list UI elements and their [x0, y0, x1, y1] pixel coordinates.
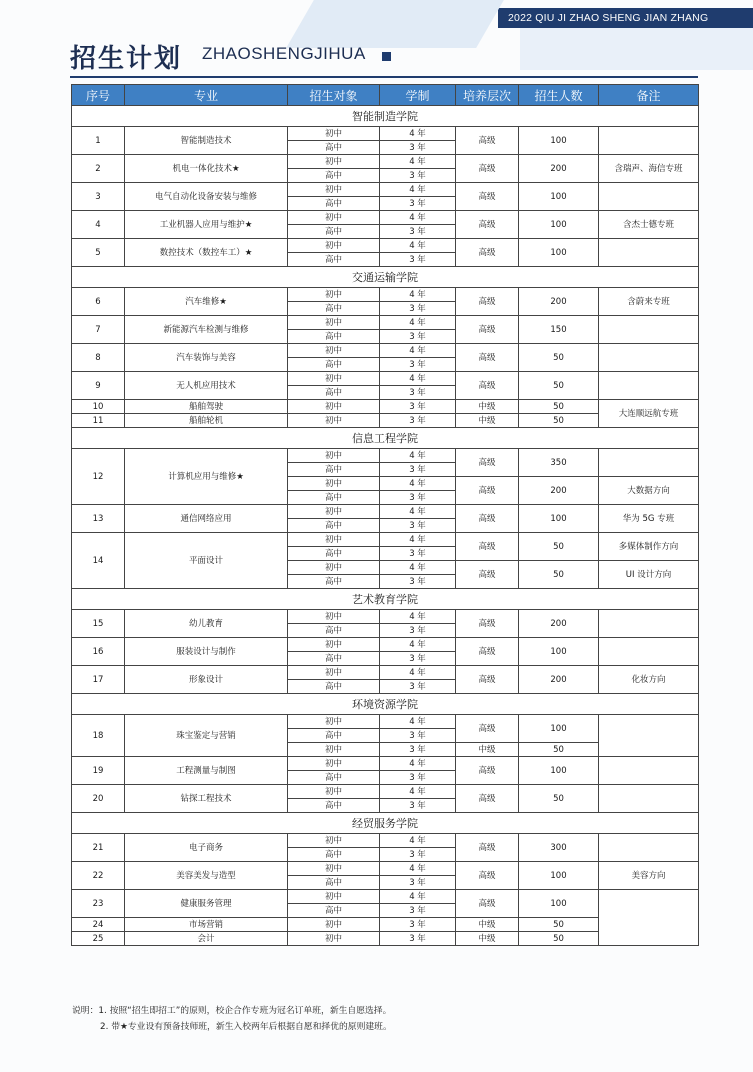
count-cell: 50 — [519, 533, 599, 561]
count-cell: 100 — [519, 890, 599, 918]
target-cell: 高中 — [288, 652, 380, 666]
table-row — [72, 239, 699, 253]
years-cell: 3 年 — [380, 400, 456, 414]
major-name: 会计 — [125, 932, 288, 946]
target-cell: 高中 — [288, 253, 380, 267]
years-cell: 3 年 — [380, 799, 456, 813]
level-cell: 高级 — [456, 561, 519, 589]
major-name: 船舶轮机 — [125, 414, 288, 428]
major-name: 工程测量与制图 — [125, 757, 288, 785]
target-cell: 初中 — [288, 638, 380, 652]
table-row — [72, 449, 699, 463]
table-row — [72, 400, 699, 414]
major-no: 7 — [72, 316, 125, 344]
years-cell: 3 年 — [380, 491, 456, 505]
years-cell: 3 年 — [380, 680, 456, 694]
col-header-years: 学制 — [380, 85, 456, 106]
header-text: 2022 QIU JI ZHAO SHENG JIAN ZHANG — [508, 12, 709, 24]
level-cell: 高级 — [456, 372, 519, 400]
target-cell: 初中 — [288, 288, 380, 302]
years-cell: 3 年 — [380, 225, 456, 239]
target-cell: 初中 — [288, 400, 380, 414]
level-cell: 高级 — [456, 533, 519, 561]
major-name: 机电一体化技术★ — [125, 155, 288, 183]
count-cell: 50 — [519, 918, 599, 932]
count-cell: 100 — [519, 183, 599, 211]
count-cell: 50 — [519, 785, 599, 813]
note-cell: 含蔚来专班 — [599, 288, 699, 316]
count-cell: 100 — [519, 715, 599, 743]
years-cell: 4 年 — [380, 666, 456, 680]
major-name: 幼儿教育 — [125, 610, 288, 638]
target-cell: 高中 — [288, 519, 380, 533]
target-cell: 高中 — [288, 330, 380, 344]
level-cell: 高级 — [456, 288, 519, 316]
level-cell: 中级 — [456, 400, 519, 414]
target-cell: 初中 — [288, 127, 380, 141]
level-cell: 高级 — [456, 785, 519, 813]
years-cell: 4 年 — [380, 834, 456, 848]
major-name: 新能源汽车检测与维修 — [125, 316, 288, 344]
target-cell: 初中 — [288, 183, 380, 197]
target-cell: 高中 — [288, 141, 380, 155]
level-cell: 高级 — [456, 155, 519, 183]
years-cell: 3 年 — [380, 302, 456, 316]
major-name: 智能制造技术 — [125, 127, 288, 155]
major-name: 汽车装饰与美容 — [125, 344, 288, 372]
years-cell: 3 年 — [380, 141, 456, 155]
section-title: 环境资源学院 — [72, 694, 699, 715]
major-no: 12 — [72, 449, 125, 505]
target-cell: 初中 — [288, 505, 380, 519]
level-cell: 高级 — [456, 890, 519, 918]
major-no: 3 — [72, 183, 125, 211]
years-cell: 4 年 — [380, 288, 456, 302]
major-name: 计算机应用与维修★ — [125, 449, 288, 505]
level-cell: 高级 — [456, 344, 519, 372]
count-cell: 100 — [519, 638, 599, 666]
header-bar — [498, 8, 753, 28]
target-cell: 高中 — [288, 771, 380, 785]
target-cell: 初中 — [288, 932, 380, 946]
note-cell: 美容方向 — [599, 862, 699, 890]
table-body — [72, 106, 699, 946]
note-cell — [599, 757, 699, 785]
note-cell: 大连顺远航专班 — [599, 400, 699, 428]
col-header-level: 培养层次 — [456, 85, 519, 106]
years-cell: 4 年 — [380, 757, 456, 771]
note-cell — [599, 239, 699, 267]
col-header-note: 备注 — [599, 85, 699, 106]
years-cell: 4 年 — [380, 239, 456, 253]
target-cell: 高中 — [288, 358, 380, 372]
years-cell: 4 年 — [380, 155, 456, 169]
years-cell: 4 年 — [380, 715, 456, 729]
note-cell — [599, 449, 699, 477]
years-cell: 4 年 — [380, 638, 456, 652]
years-cell: 4 年 — [380, 862, 456, 876]
major-name: 电子商务 — [125, 834, 288, 862]
note-line-1: 说明：1. 按照“招生即招工”的原则，校企合作专班为冠名订单班，新生自愿选择。 — [72, 1006, 392, 1016]
table-row — [72, 715, 699, 729]
level-cell: 高级 — [456, 610, 519, 638]
years-cell: 4 年 — [380, 372, 456, 386]
target-cell: 高中 — [288, 386, 380, 400]
major-name: 通信网络应用 — [125, 505, 288, 533]
note-cell: 多媒体制作方向 — [599, 533, 699, 561]
count-cell: 100 — [519, 211, 599, 239]
target-cell: 高中 — [288, 169, 380, 183]
count-cell: 100 — [519, 862, 599, 890]
level-cell: 高级 — [456, 449, 519, 477]
level-cell: 高级 — [456, 666, 519, 694]
major-no: 17 — [72, 666, 125, 694]
target-cell: 高中 — [288, 463, 380, 477]
level-cell: 高级 — [456, 183, 519, 211]
count-cell: 50 — [519, 400, 599, 414]
note-cell — [599, 372, 699, 400]
table-header-row — [72, 85, 699, 106]
section-row — [72, 267, 699, 288]
table-row — [72, 155, 699, 169]
major-name: 珠宝鉴定与营销 — [125, 715, 288, 757]
decor-shape — [286, 0, 504, 48]
target-cell: 初中 — [288, 757, 380, 771]
table-row — [72, 288, 699, 302]
page-title: 招生计划 — [70, 44, 183, 74]
major-name: 船舶驾驶 — [125, 400, 288, 414]
years-cell: 4 年 — [380, 561, 456, 575]
target-cell: 高中 — [288, 225, 380, 239]
major-name: 工业机器人应用与维护★ — [125, 211, 288, 239]
title-underline — [70, 76, 698, 78]
target-cell: 初中 — [288, 239, 380, 253]
target-cell: 初中 — [288, 890, 380, 904]
major-no: 14 — [72, 533, 125, 589]
target-cell: 初中 — [288, 414, 380, 428]
major-name: 钻探工程技术 — [125, 785, 288, 813]
table-row — [72, 757, 699, 771]
years-cell: 4 年 — [380, 211, 456, 225]
count-cell: 100 — [519, 239, 599, 267]
years-cell: 3 年 — [380, 729, 456, 743]
section-title: 智能制造学院 — [72, 106, 699, 127]
major-name: 美容美发与造型 — [125, 862, 288, 890]
table-row — [72, 785, 699, 799]
count-cell: 50 — [519, 414, 599, 428]
count-cell: 150 — [519, 316, 599, 344]
major-no: 2 — [72, 155, 125, 183]
major-no: 4 — [72, 211, 125, 239]
table-row — [72, 666, 699, 680]
major-no: 8 — [72, 344, 125, 372]
major-name: 无人机应用技术 — [125, 372, 288, 400]
years-cell: 3 年 — [380, 575, 456, 589]
major-name: 汽车维修★ — [125, 288, 288, 316]
table-row — [72, 610, 699, 624]
target-cell: 高中 — [288, 575, 380, 589]
major-name: 电气自动化设备安装与维修 — [125, 183, 288, 211]
level-cell: 中级 — [456, 932, 519, 946]
major-no: 20 — [72, 785, 125, 813]
major-no: 1 — [72, 127, 125, 155]
level-cell: 高级 — [456, 127, 519, 155]
section-title: 信息工程学院 — [72, 428, 699, 449]
years-cell: 3 年 — [380, 904, 456, 918]
years-cell: 3 年 — [380, 918, 456, 932]
years-cell: 4 年 — [380, 449, 456, 463]
note-cell — [599, 715, 699, 757]
years-cell: 3 年 — [380, 624, 456, 638]
section-title: 经贸服务学院 — [72, 813, 699, 834]
target-cell: 初中 — [288, 477, 380, 491]
note-cell: UI 设计方向 — [599, 561, 699, 589]
years-cell: 4 年 — [380, 127, 456, 141]
target-cell: 初中 — [288, 610, 380, 624]
count-cell: 50 — [519, 932, 599, 946]
note-cell — [599, 183, 699, 211]
section-row — [72, 694, 699, 715]
target-cell: 初中 — [288, 449, 380, 463]
level-cell: 中级 — [456, 918, 519, 932]
note-cell: 含瑞声、海信专班 — [599, 155, 699, 183]
note-cell — [599, 785, 699, 813]
level-cell: 高级 — [456, 715, 519, 743]
major-no: 25 — [72, 932, 125, 946]
years-cell: 4 年 — [380, 890, 456, 904]
count-cell: 200 — [519, 610, 599, 638]
note-cell: 化妆方向 — [599, 666, 699, 694]
col-header-count: 招生人数 — [519, 85, 599, 106]
note-cell — [599, 638, 699, 666]
level-cell: 高级 — [456, 757, 519, 785]
table-row — [72, 127, 699, 141]
level-cell: 高级 — [456, 505, 519, 533]
years-cell: 3 年 — [380, 414, 456, 428]
target-cell: 高中 — [288, 547, 380, 561]
major-no: 9 — [72, 372, 125, 400]
years-cell: 3 年 — [380, 358, 456, 372]
note-cell — [599, 890, 699, 946]
note-cell — [599, 610, 699, 638]
years-cell: 3 年 — [380, 876, 456, 890]
target-cell: 初中 — [288, 533, 380, 547]
count-cell: 50 — [519, 372, 599, 400]
note-cell: 大数据方向 — [599, 477, 699, 505]
col-header-target: 招生对象 — [288, 85, 380, 106]
level-cell: 高级 — [456, 477, 519, 505]
target-cell: 高中 — [288, 302, 380, 316]
table-row — [72, 890, 699, 904]
level-cell: 高级 — [456, 834, 519, 862]
years-cell: 3 年 — [380, 330, 456, 344]
table-row — [72, 344, 699, 358]
years-cell: 3 年 — [380, 386, 456, 400]
table-row — [72, 638, 699, 652]
years-cell: 4 年 — [380, 344, 456, 358]
years-cell: 4 年 — [380, 610, 456, 624]
table-row — [72, 533, 699, 547]
target-cell: 初中 — [288, 316, 380, 330]
count-cell: 200 — [519, 477, 599, 505]
years-cell: 3 年 — [380, 197, 456, 211]
section-title: 交通运输学院 — [72, 267, 699, 288]
count-cell: 200 — [519, 155, 599, 183]
count-cell: 50 — [519, 743, 599, 757]
target-cell: 初中 — [288, 561, 380, 575]
years-cell: 3 年 — [380, 743, 456, 757]
note-cell — [599, 834, 699, 862]
major-no: 18 — [72, 715, 125, 757]
count-cell: 50 — [519, 561, 599, 589]
years-cell: 3 年 — [380, 463, 456, 477]
major-no: 24 — [72, 918, 125, 932]
count-cell: 50 — [519, 344, 599, 372]
years-cell: 4 年 — [380, 505, 456, 519]
table-row — [72, 183, 699, 197]
count-cell: 100 — [519, 505, 599, 533]
target-cell: 高中 — [288, 876, 380, 890]
target-cell: 初中 — [288, 344, 380, 358]
table-row — [72, 834, 699, 848]
count-cell: 200 — [519, 288, 599, 316]
count-cell: 100 — [519, 127, 599, 155]
target-cell: 高中 — [288, 680, 380, 694]
note-cell — [599, 316, 699, 344]
years-cell: 4 年 — [380, 533, 456, 547]
section-row — [72, 428, 699, 449]
page-subtitle: ZHAOSHENGJIHUA — [202, 44, 366, 63]
target-cell: 初中 — [288, 372, 380, 386]
level-cell: 高级 — [456, 211, 519, 239]
years-cell: 4 年 — [380, 477, 456, 491]
target-cell: 初中 — [288, 743, 380, 757]
enrollment-table — [71, 84, 699, 946]
major-no: 13 — [72, 505, 125, 533]
note-line-2: 2. 带★专业设有预备技师班，新生入校两年后根据自愿和择优的原则建班。 — [100, 1022, 392, 1032]
years-cell: 4 年 — [380, 183, 456, 197]
years-cell: 4 年 — [380, 316, 456, 330]
target-cell: 初中 — [288, 155, 380, 169]
years-cell: 3 年 — [380, 848, 456, 862]
section-title: 艺术教育学院 — [72, 589, 699, 610]
section-row — [72, 813, 699, 834]
years-cell: 3 年 — [380, 547, 456, 561]
target-cell: 初中 — [288, 834, 380, 848]
note-cell — [599, 344, 699, 372]
level-cell: 高级 — [456, 862, 519, 890]
table-row — [72, 862, 699, 876]
level-cell: 高级 — [456, 316, 519, 344]
target-cell: 初中 — [288, 666, 380, 680]
major-name: 平面设计 — [125, 533, 288, 589]
major-name: 健康服务管理 — [125, 890, 288, 918]
title-square — [382, 52, 391, 61]
major-no: 15 — [72, 610, 125, 638]
target-cell: 初中 — [288, 211, 380, 225]
level-cell: 高级 — [456, 239, 519, 267]
major-no: 21 — [72, 834, 125, 862]
target-cell: 高中 — [288, 729, 380, 743]
notes — [72, 1003, 392, 1035]
years-cell: 3 年 — [380, 932, 456, 946]
note-cell: 含杰士德专班 — [599, 211, 699, 239]
target-cell: 高中 — [288, 848, 380, 862]
count-cell: 300 — [519, 834, 599, 862]
major-no: 23 — [72, 890, 125, 918]
major-no: 11 — [72, 414, 125, 428]
count-cell: 200 — [519, 666, 599, 694]
note-cell: 华为 5G 专班 — [599, 505, 699, 533]
years-cell: 3 年 — [380, 253, 456, 267]
major-no: 6 — [72, 288, 125, 316]
count-cell: 100 — [519, 757, 599, 785]
target-cell: 初中 — [288, 918, 380, 932]
years-cell: 3 年 — [380, 771, 456, 785]
target-cell: 高中 — [288, 197, 380, 211]
years-cell: 3 年 — [380, 519, 456, 533]
table-row — [72, 372, 699, 386]
table-row — [72, 505, 699, 519]
section-row — [72, 106, 699, 127]
level-cell: 中级 — [456, 743, 519, 757]
years-cell: 3 年 — [380, 169, 456, 183]
major-name: 服装设计与制作 — [125, 638, 288, 666]
table-row — [72, 211, 699, 225]
major-no: 22 — [72, 862, 125, 890]
major-name: 形象设计 — [125, 666, 288, 694]
major-no: 10 — [72, 400, 125, 414]
target-cell: 高中 — [288, 491, 380, 505]
col-header-major: 专业 — [125, 85, 288, 106]
target-cell: 初中 — [288, 715, 380, 729]
major-no: 16 — [72, 638, 125, 666]
note-cell — [599, 127, 699, 155]
major-no: 5 — [72, 239, 125, 267]
years-cell: 3 年 — [380, 652, 456, 666]
major-name: 市场营销 — [125, 918, 288, 932]
major-no: 19 — [72, 757, 125, 785]
col-header-no: 序号 — [72, 85, 125, 106]
target-cell: 初中 — [288, 862, 380, 876]
target-cell: 高中 — [288, 624, 380, 638]
level-cell: 中级 — [456, 414, 519, 428]
major-name: 数控技术（数控车工）★ — [125, 239, 288, 267]
count-cell: 350 — [519, 449, 599, 477]
target-cell: 初中 — [288, 785, 380, 799]
target-cell: 高中 — [288, 799, 380, 813]
years-cell: 4 年 — [380, 785, 456, 799]
table-row — [72, 316, 699, 330]
decor-shape — [520, 28, 753, 70]
target-cell: 高中 — [288, 904, 380, 918]
section-row — [72, 589, 699, 610]
level-cell: 高级 — [456, 638, 519, 666]
